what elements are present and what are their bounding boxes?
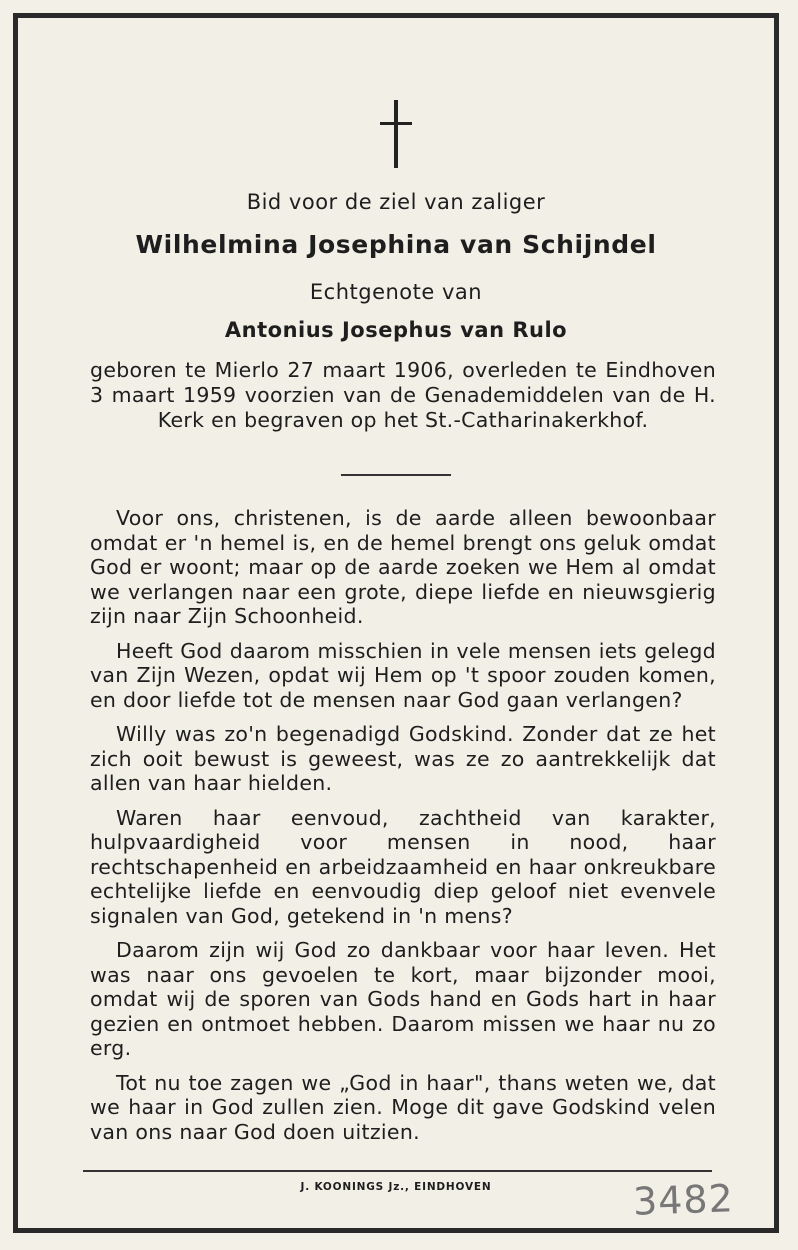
deceased-name: Wilhelmina Josephina van Schijndel — [135, 230, 657, 259]
spouse-label: Echtgenote van — [309, 280, 483, 304]
footer-divider — [83, 1170, 712, 1172]
memorial-text — [90, 506, 716, 1154]
paragraph: Willy was zo'n begenadigd Godskind. Zonder dat ze het zich ooit bewust is geweest, was ze zo aantrekkelijk dat allen van haar hielden. — [90, 722, 716, 795]
paragraph: Voor ons, christenen, is de aarde alleen bewoonbaar omdat er 'n hemel is, en de hemel brengt ons geluk omdat God er woont; maar op de aarde zoeken we Hem al omdat we verlangen naar een grote, diepe liefde en nieuwsgierig zijn naar Zijn Schoonheid. — [90, 506, 716, 628]
printer-credit: J. KOONINGS Jz., EINDHOVEN — [300, 1181, 492, 1193]
paragraph: Waren haar eenvoud, zachtheid van karakter, hulpvaardigheid voor mensen in nood, haar rechtschapenheid en arbeidzaamheid en haar onkreukbare echtelijke liefde en eenvoudig diep geloof niet evenvele signalen van God, getekend in 'n mens? — [90, 805, 716, 928]
paragraph: Tot nu toe zagen we „God in haar", thans weten we, dat we haar in God zullen zien. Moge dit gave Godskind velen van ons naar God doen uitzien. — [90, 1070, 716, 1144]
divider — [341, 474, 451, 476]
cross-icon — [376, 100, 416, 168]
memorial-card — [13, 13, 779, 1233]
intro-text: Bid voor de ziel van zaliger — [246, 190, 546, 214]
biography-text: geboren te Mierlo 27 maart 1906, overleden te Eindhoven 3 maart 1959 voorzien van de Genademiddelen van de H. Kerk en begraven op het St.-Catharinakerkhof. — [90, 358, 716, 432]
spouse-name: Antonius Josephus van Rulo — [224, 318, 568, 342]
paragraph: Heeft God daarom misschien in vele mensen iets gelegd van Zijn Wezen, opdat wij Hem op 't spoor zouden komen, en door liefde tot de mensen naar God gaan verlangen? — [90, 638, 716, 712]
paragraph: Daarom zijn wij God zo dankbaar voor haar leven. Het was naar ons gevoelen te kort, maar bijzonder mooi, omdat wij de sporen van Gods hand en Gods hart in haar gezien en ontmoet hebben. Daarom missen we haar nu zo erg. — [90, 938, 716, 1060]
archive-number: 3482 — [632, 1176, 735, 1224]
